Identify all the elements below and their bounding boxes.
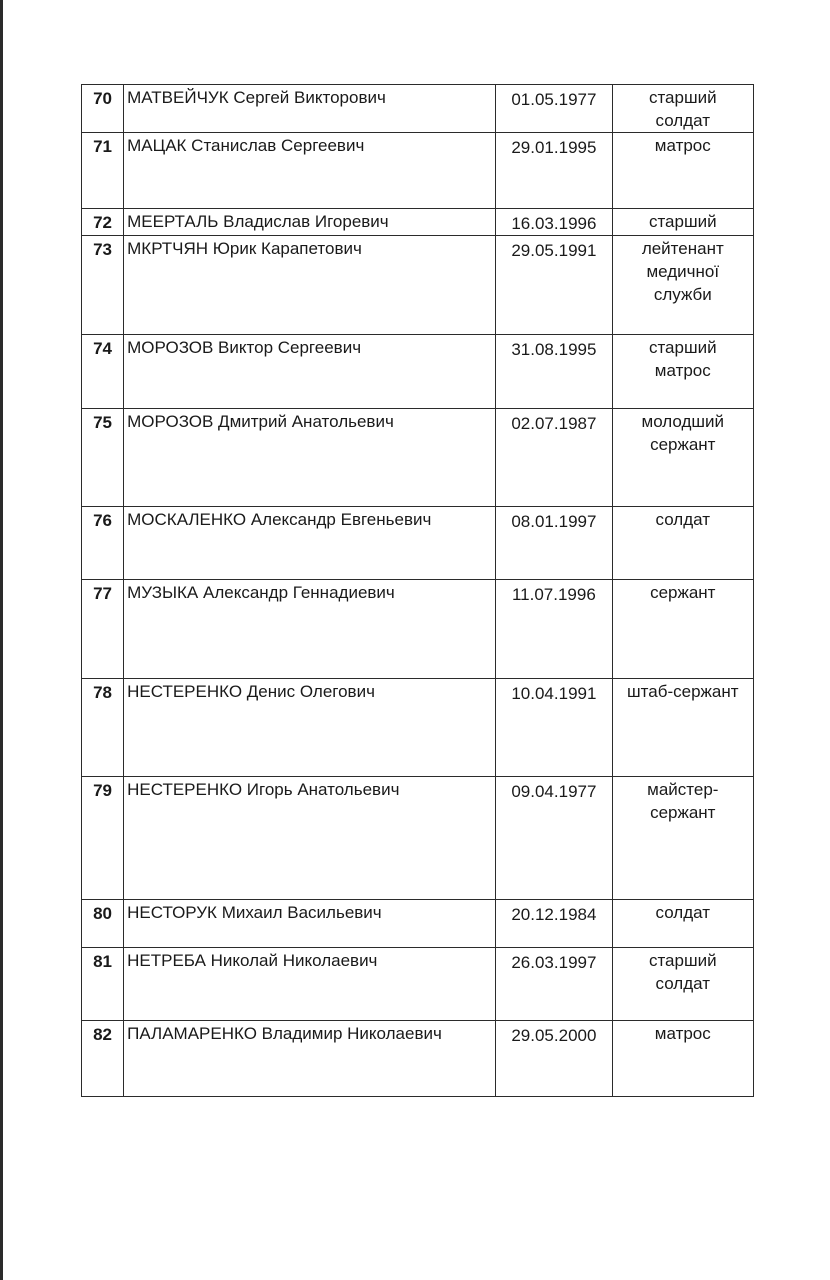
birth-date: 29.05.2000 [496,1021,612,1097]
rank [612,133,753,209]
rank [612,507,753,580]
row-number: 79 [82,777,124,900]
table-row [82,777,754,900]
rank-line: солдат [655,510,711,529]
rank [612,580,753,679]
birth-date: 09.04.1977 [496,777,612,900]
rank [612,209,753,236]
full-name: МКРТЧЯН Юрик Карапетович [124,236,496,335]
rank-line: сержант [650,803,716,822]
table-row [82,948,754,1021]
row-number: 80 [82,900,124,948]
rank-line: старший [648,951,717,970]
rank [612,679,753,777]
row-number: 81 [82,948,124,1021]
table-row [82,900,754,948]
row-number: 73 [82,236,124,335]
rank [612,335,753,409]
rank [612,409,753,507]
full-name: МЕЕРТАЛЬ Владислав Игоревич [124,209,496,236]
table-row [82,409,754,507]
row-number: 76 [82,507,124,580]
rank-line: солдат [655,974,711,993]
rank-line: старший [648,212,717,231]
rank-line: штаб-сержант [627,682,739,701]
table-row [82,85,754,133]
rank [612,777,753,900]
rank-line: сержант [650,583,716,602]
table-row [82,1021,754,1097]
birth-date: 31.08.1995 [496,335,612,409]
rank-line: матрос [654,136,711,155]
rank [612,1021,753,1097]
row-number: 72 [82,209,124,236]
full-name: НЕСТЕРЕНКО Игорь Анатольевич [124,777,496,900]
birth-date: 10.04.1991 [496,679,612,777]
rank-line: лейтенант [641,239,724,258]
birth-date: 01.05.1977 [496,85,612,133]
rank-line: солдат [655,111,711,130]
full-name: МУЗЫКА Александр Геннадиевич [124,580,496,679]
full-name: МАЦАК Станислав Сергеевич [124,133,496,209]
rank-line: матрос [654,1024,711,1043]
full-name: МОСКАЛЕНКО Александр Евгеньевич [124,507,496,580]
table-row [82,580,754,679]
birth-date: 20.12.1984 [496,900,612,948]
rank-line: служби [653,285,712,304]
birth-date: 29.05.1991 [496,236,612,335]
birth-date: 02.07.1987 [496,409,612,507]
table-row [82,133,754,209]
rank-line: старший [648,338,717,357]
full-name: МОРОЗОВ Дмитрий Анатольевич [124,409,496,507]
row-number: 74 [82,335,124,409]
rank [612,948,753,1021]
full-name: НЕСТОРУК Михаил Васильевич [124,900,496,948]
full-name: МАТВЕЙЧУК Сергей Викторович [124,85,496,133]
table-row [82,335,754,409]
birth-date: 11.07.1996 [496,580,612,679]
row-number: 77 [82,580,124,679]
table-row [82,507,754,580]
row-number: 70 [82,85,124,133]
screen-edge-strip [0,0,3,1280]
table-row [82,209,754,236]
row-number: 82 [82,1021,124,1097]
row-number: 71 [82,133,124,209]
birth-date: 26.03.1997 [496,948,612,1021]
personnel-table-body [82,85,754,1097]
table-row [82,679,754,777]
rank [612,236,753,335]
row-number: 75 [82,409,124,507]
rank-line: молодший [641,412,725,431]
rank-line: сержант [650,435,716,454]
table-row [82,236,754,335]
row-number: 78 [82,679,124,777]
rank-line: майстер- [647,780,719,799]
birth-date: 29.01.1995 [496,133,612,209]
rank-line: медичної [646,262,720,281]
full-name: НЕТРЕБА Николай Николаевич [124,948,496,1021]
rank [612,900,753,948]
birth-date: 08.01.1997 [496,507,612,580]
rank-line: старший [648,88,717,107]
rank-line: матрос [654,361,711,380]
full-name: НЕСТЕРЕНКО Денис Олегович [124,679,496,777]
rank-line: солдат [655,903,711,922]
full-name: МОРОЗОВ Виктор Сергеевич [124,335,496,409]
birth-date: 16.03.1996 [496,209,612,236]
rank [612,85,753,133]
full-name: ПАЛАМАРЕНКО Владимир Николаевич [124,1021,496,1097]
personnel-table [81,84,754,1097]
